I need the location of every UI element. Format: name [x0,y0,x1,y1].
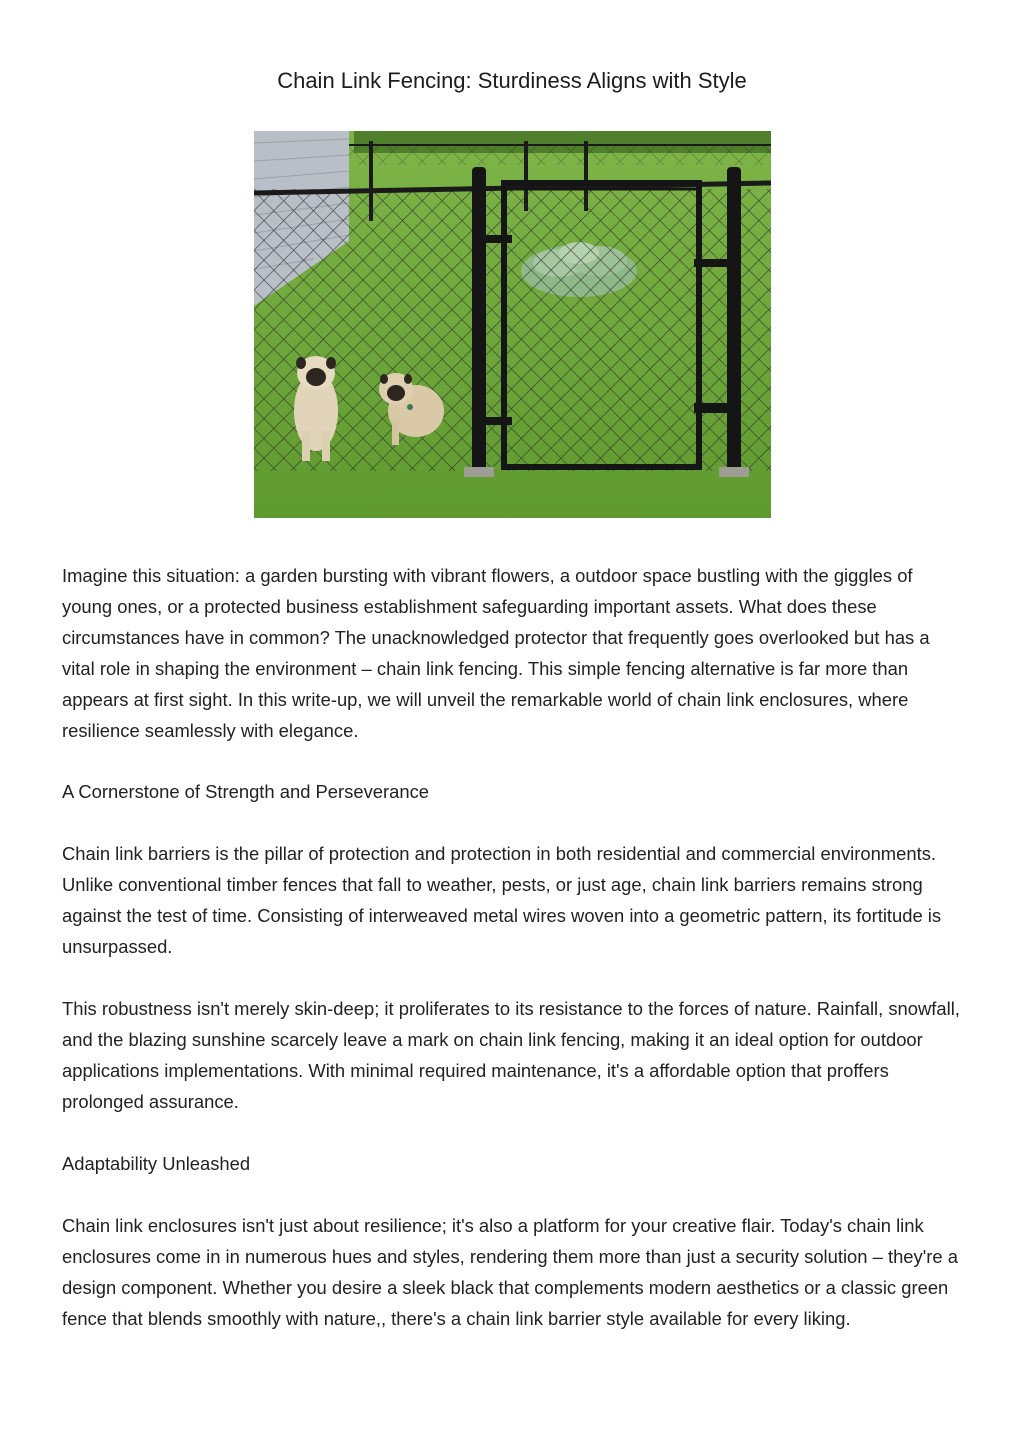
fence-photo [254,131,771,518]
section-heading-strength: A Cornerstone of Strength and Perseverance [62,781,430,802]
section-heading-adaptability: Adaptability Unleashed [62,1153,251,1174]
intro-paragraph: Imagine this situation: a garden bursting with vibrant flowers, a outdoor space bustling with the giggles of young ones, or a protected business establishment safeguarding important assets. What does these circumstances have in common? The unacknowledged protector that frequently goes overlooked but has a vital role in shaping the environment – chain link fencing. This simple fencing alternative is far more than appears at first sight. In this write-up, we will unveil the remarkable world of chain link enclosures, where resilience seamlessly with elegance. [62,565,930,741]
adaptability-paragraph-1: Chain link enclosures isn't just about resilience; it's also a platform for your creative flair. Today's chain link enclosures come in in numerous hues and styles, rendering them more than just a security solution – they're a design component. Whether you desire a sleek black that complements modern aesthetics or a classic green fence that blends smoothly with nature,, there's a chain link barrier style available for every liking. [62,1215,958,1329]
strength-paragraph-2: This robustness isn't merely skin-deep; it proliferates to its resistance to the forces of nature. Rainfall, snowfall, and the blazing sunshine scarcely leave a mark on chain link fencing, making it an ideal option for outdoor applications implementations. With minimal required maintenance, it's a affordable option that proffers prolonged assurance. [62,998,960,1112]
document-title: Chain Link Fencing: Sturdiness Aligns with Style [277,68,747,93]
strength-paragraph-1: Chain link barriers is the pillar of protection and protection in both residential and commercial environments. Unlike conventional timber fences that fall to weather, pests, or just age, chain link barriers remains strong against the test of time. Consisting of interweaved metal wires woven into a geometric pattern, its fortitude is unsurpassed. [62,843,942,957]
